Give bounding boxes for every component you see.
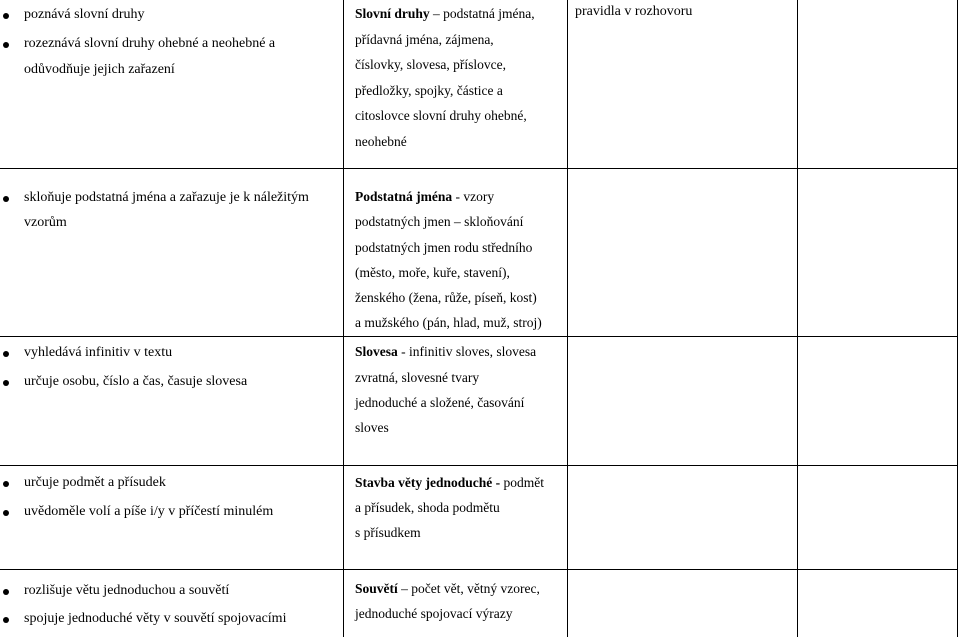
topic-text: – počet vět, větný vzorec, [397, 581, 540, 596]
topic-heading: Slovní druhy [355, 6, 430, 21]
topic-line: podstatných jmen – skloňování [355, 214, 524, 229]
outcome-text: uvědoměle volí a píše i/y v příčestí minulém [24, 504, 274, 519]
topic-heading: Podstatná jména [355, 189, 453, 204]
topic-line: přídavná jména, zájmena, [355, 32, 494, 47]
topic-line: číslovky, slovesa, příslovce, [355, 57, 506, 72]
topic-line: jednoduché spojovací výrazy [355, 606, 513, 621]
outcome-text: spojuje jednoduché věty v souvětí spojovacími [24, 611, 287, 626]
topic-heading: Slovesa [355, 344, 398, 359]
column-divider [567, 0, 568, 637]
outcome-text: určuje osobu, číslo a čas, časuje slovesa [24, 374, 248, 389]
outcome-text: vyhledává infinitiv v textu [24, 345, 173, 360]
topic-line: a mužského (pán, hlad, muž, stroj) [355, 315, 542, 330]
topic-text: podmět [500, 475, 545, 490]
bullet-icon [3, 13, 9, 19]
topic-line: sloves [355, 420, 389, 435]
topic-line [355, 470, 544, 496]
outcome-text: skloňuje podstatná jména a zařazuje je k náležitým [24, 190, 309, 205]
topic-line: jednoduché a složené, časování [355, 395, 525, 410]
topic-text: - infinitiv sloves, slovesa [397, 344, 537, 359]
row-divider [0, 168, 958, 169]
bullet-icon [3, 351, 9, 357]
column-divider [957, 0, 958, 637]
bullet-icon [3, 196, 9, 202]
row-divider [0, 336, 958, 337]
column-divider [797, 0, 798, 637]
topic-line: neohebné [355, 134, 407, 149]
topic-line [355, 339, 536, 365]
outcome-text: rozlišuje větu jednoduchou a souvětí [24, 583, 230, 598]
bullet-icon [3, 589, 9, 595]
topic-heading: Stavba věty jednoduché - [355, 475, 501, 490]
topic-text: – podstatná jména, [429, 6, 535, 21]
bullet-icon [3, 510, 9, 516]
topic-line [355, 184, 494, 210]
topic-heading: Souvětí [355, 581, 398, 596]
topic-line: s přísudkem [355, 525, 421, 540]
topic-line [355, 576, 540, 602]
topic-line: ženského (žena, růže, píseň, kost) [355, 290, 537, 305]
bullet-icon [3, 481, 9, 487]
topic-text: - vzory [452, 189, 495, 204]
row-divider [0, 465, 958, 466]
row-divider [0, 569, 958, 570]
outcome-text: poznává slovní druhy [24, 7, 145, 22]
topic-line: zvratná, slovesné tvary [355, 370, 480, 385]
bullet-icon [3, 42, 9, 48]
outcome-text: odůvodňuje jejich zařazení [24, 62, 175, 77]
outcome-text: vzorům [24, 215, 67, 230]
note-text: pravidla v rozhovoru [575, 4, 693, 19]
outcome-text: rozeznává slovní druhy ohebné a neohebné a [24, 36, 276, 51]
topic-line: podstatných jmen rodu středního [355, 240, 533, 255]
topic-line: citoslovce slovní druhy ohebné, [355, 108, 527, 123]
bullet-icon [3, 617, 9, 623]
topic-line: (město, moře, kuře, stavení), [355, 265, 510, 280]
topic-line: a přísudek, shoda podmětu [355, 500, 500, 515]
topic-line [355, 1, 535, 27]
column-divider [343, 0, 344, 637]
outcome-text: určuje podmět a přísudek [24, 475, 166, 490]
bullet-icon [3, 380, 9, 386]
topic-line: předložky, spojky, částice a [355, 83, 503, 98]
